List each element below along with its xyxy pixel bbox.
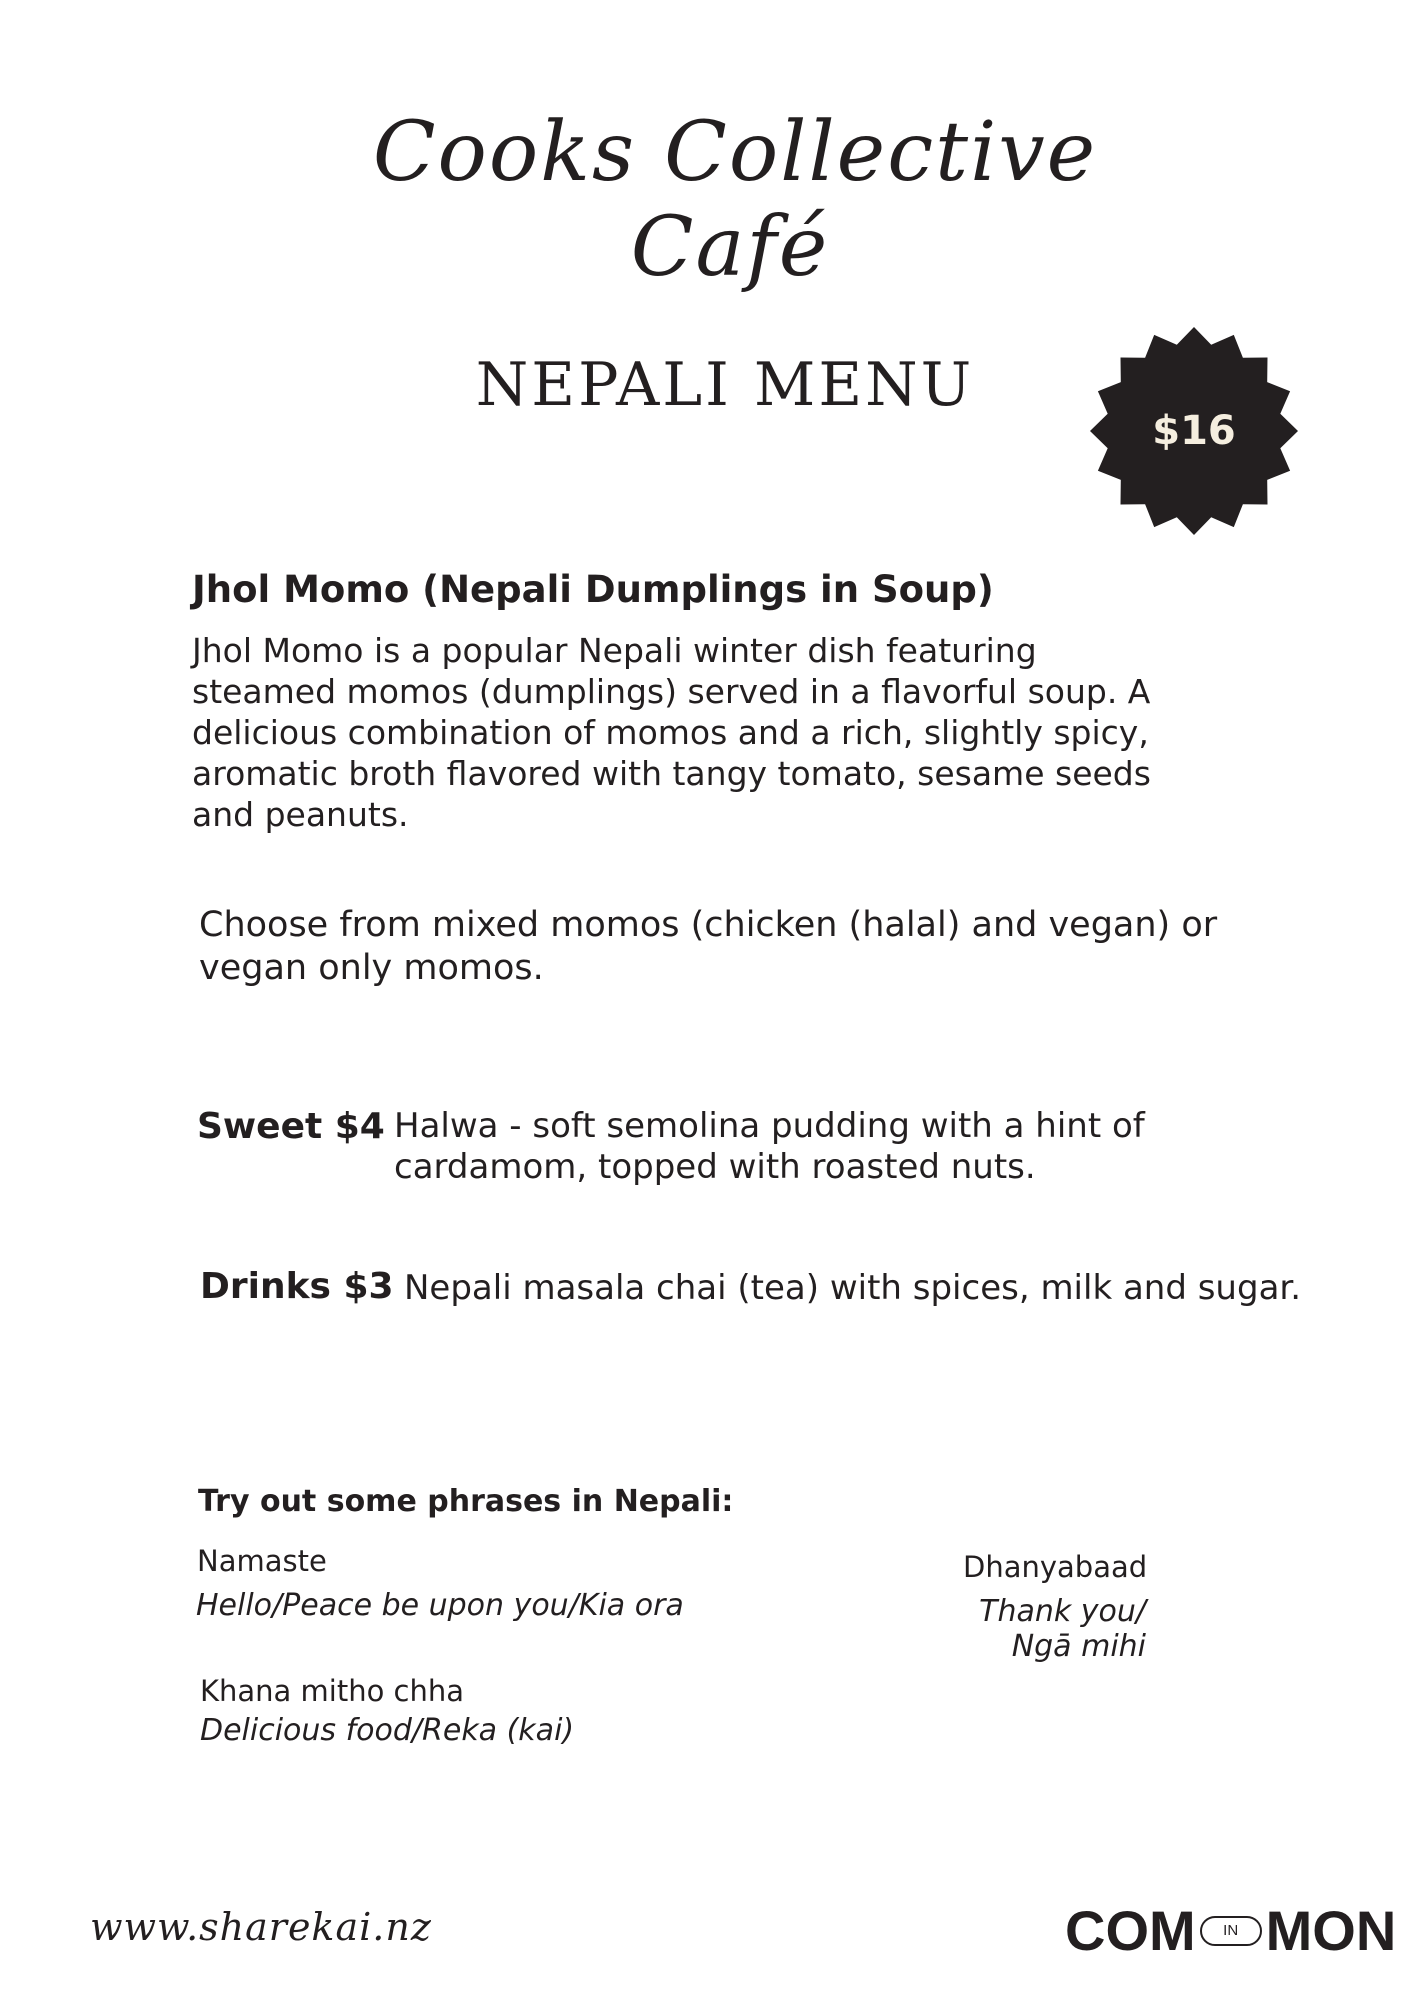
price-badge-text: $16	[1152, 408, 1236, 454]
logo-text-left: COM	[1065, 1899, 1196, 1962]
dish-description-line: aromatic broth flavored with tangy tomato, sesame seeds	[192, 754, 1151, 793]
phrase-namaste: Namaste	[197, 1544, 327, 1578]
dish-description-line: delicious combination of momos and a rich, slightly spicy,	[192, 713, 1149, 752]
phrase-khana-translation: Delicious food/Reka (kai)	[200, 1713, 575, 1748]
momo-choice-line: vegan only momos.	[199, 948, 544, 988]
phrase-dhanyabaad-translation-line: Ngā mihi	[1011, 1629, 1146, 1664]
cafe-title-line1: Cooks Collective	[372, 105, 1098, 200]
momo-choice-line: Choose from mixed momos (chicken (halal) and vegan) or	[199, 905, 1218, 945]
dish-description-line: steamed momos (dumplings) served in a flavorful soup. A	[192, 672, 1151, 711]
website-url[interactable]: www.sharekai.nz	[90, 1905, 432, 1949]
phrase-dhanyabaad-translation-line: Thank you/	[979, 1594, 1146, 1629]
phrase-dhanyabaad: Dhanyabaad	[963, 1550, 1148, 1584]
dish-description	[192, 630, 1192, 835]
dish-title: Jhol Momo (Nepali Dumplings in Soup)	[192, 568, 994, 611]
phrase-dhanyabaad-translation	[880, 1594, 1146, 1664]
sweet-label: Sweet $4	[197, 1106, 385, 1147]
dish-description-line: and peanuts.	[192, 795, 409, 834]
common-logo	[1065, 1898, 1396, 1963]
cafe-title-line2: Café	[630, 200, 830, 295]
momo-choice-text	[199, 904, 1259, 990]
phrase-khana: Khana mitho chha	[200, 1674, 465, 1708]
sweet-description	[394, 1106, 1294, 1188]
price-badge-starburst	[1088, 325, 1300, 537]
menu-subtitle: NEPALI MENU	[475, 350, 975, 420]
phrase-namaste-translation: Hello/Peace be upon you/Kia ora	[196, 1588, 684, 1623]
phrases-heading: Try out some phrases in Nepali:	[198, 1484, 734, 1519]
logo-text-right: MON	[1265, 1899, 1397, 1962]
logo-in-pill: IN	[1200, 1916, 1262, 1946]
price-badge	[1088, 325, 1300, 537]
sweet-description-line: cardamom, topped with roasted nuts.	[394, 1147, 1036, 1187]
dish-description-line: Jhol Momo is a popular Nepali winter dish featuring	[192, 631, 1037, 670]
sweet-description-line: Halwa - soft semolina pudding with a hint of	[394, 1106, 1145, 1146]
drinks-label: Drinks $3	[200, 1266, 394, 1307]
drinks-description: Nepali masala chai (tea) with spices, milk and sugar.	[404, 1268, 1302, 1308]
